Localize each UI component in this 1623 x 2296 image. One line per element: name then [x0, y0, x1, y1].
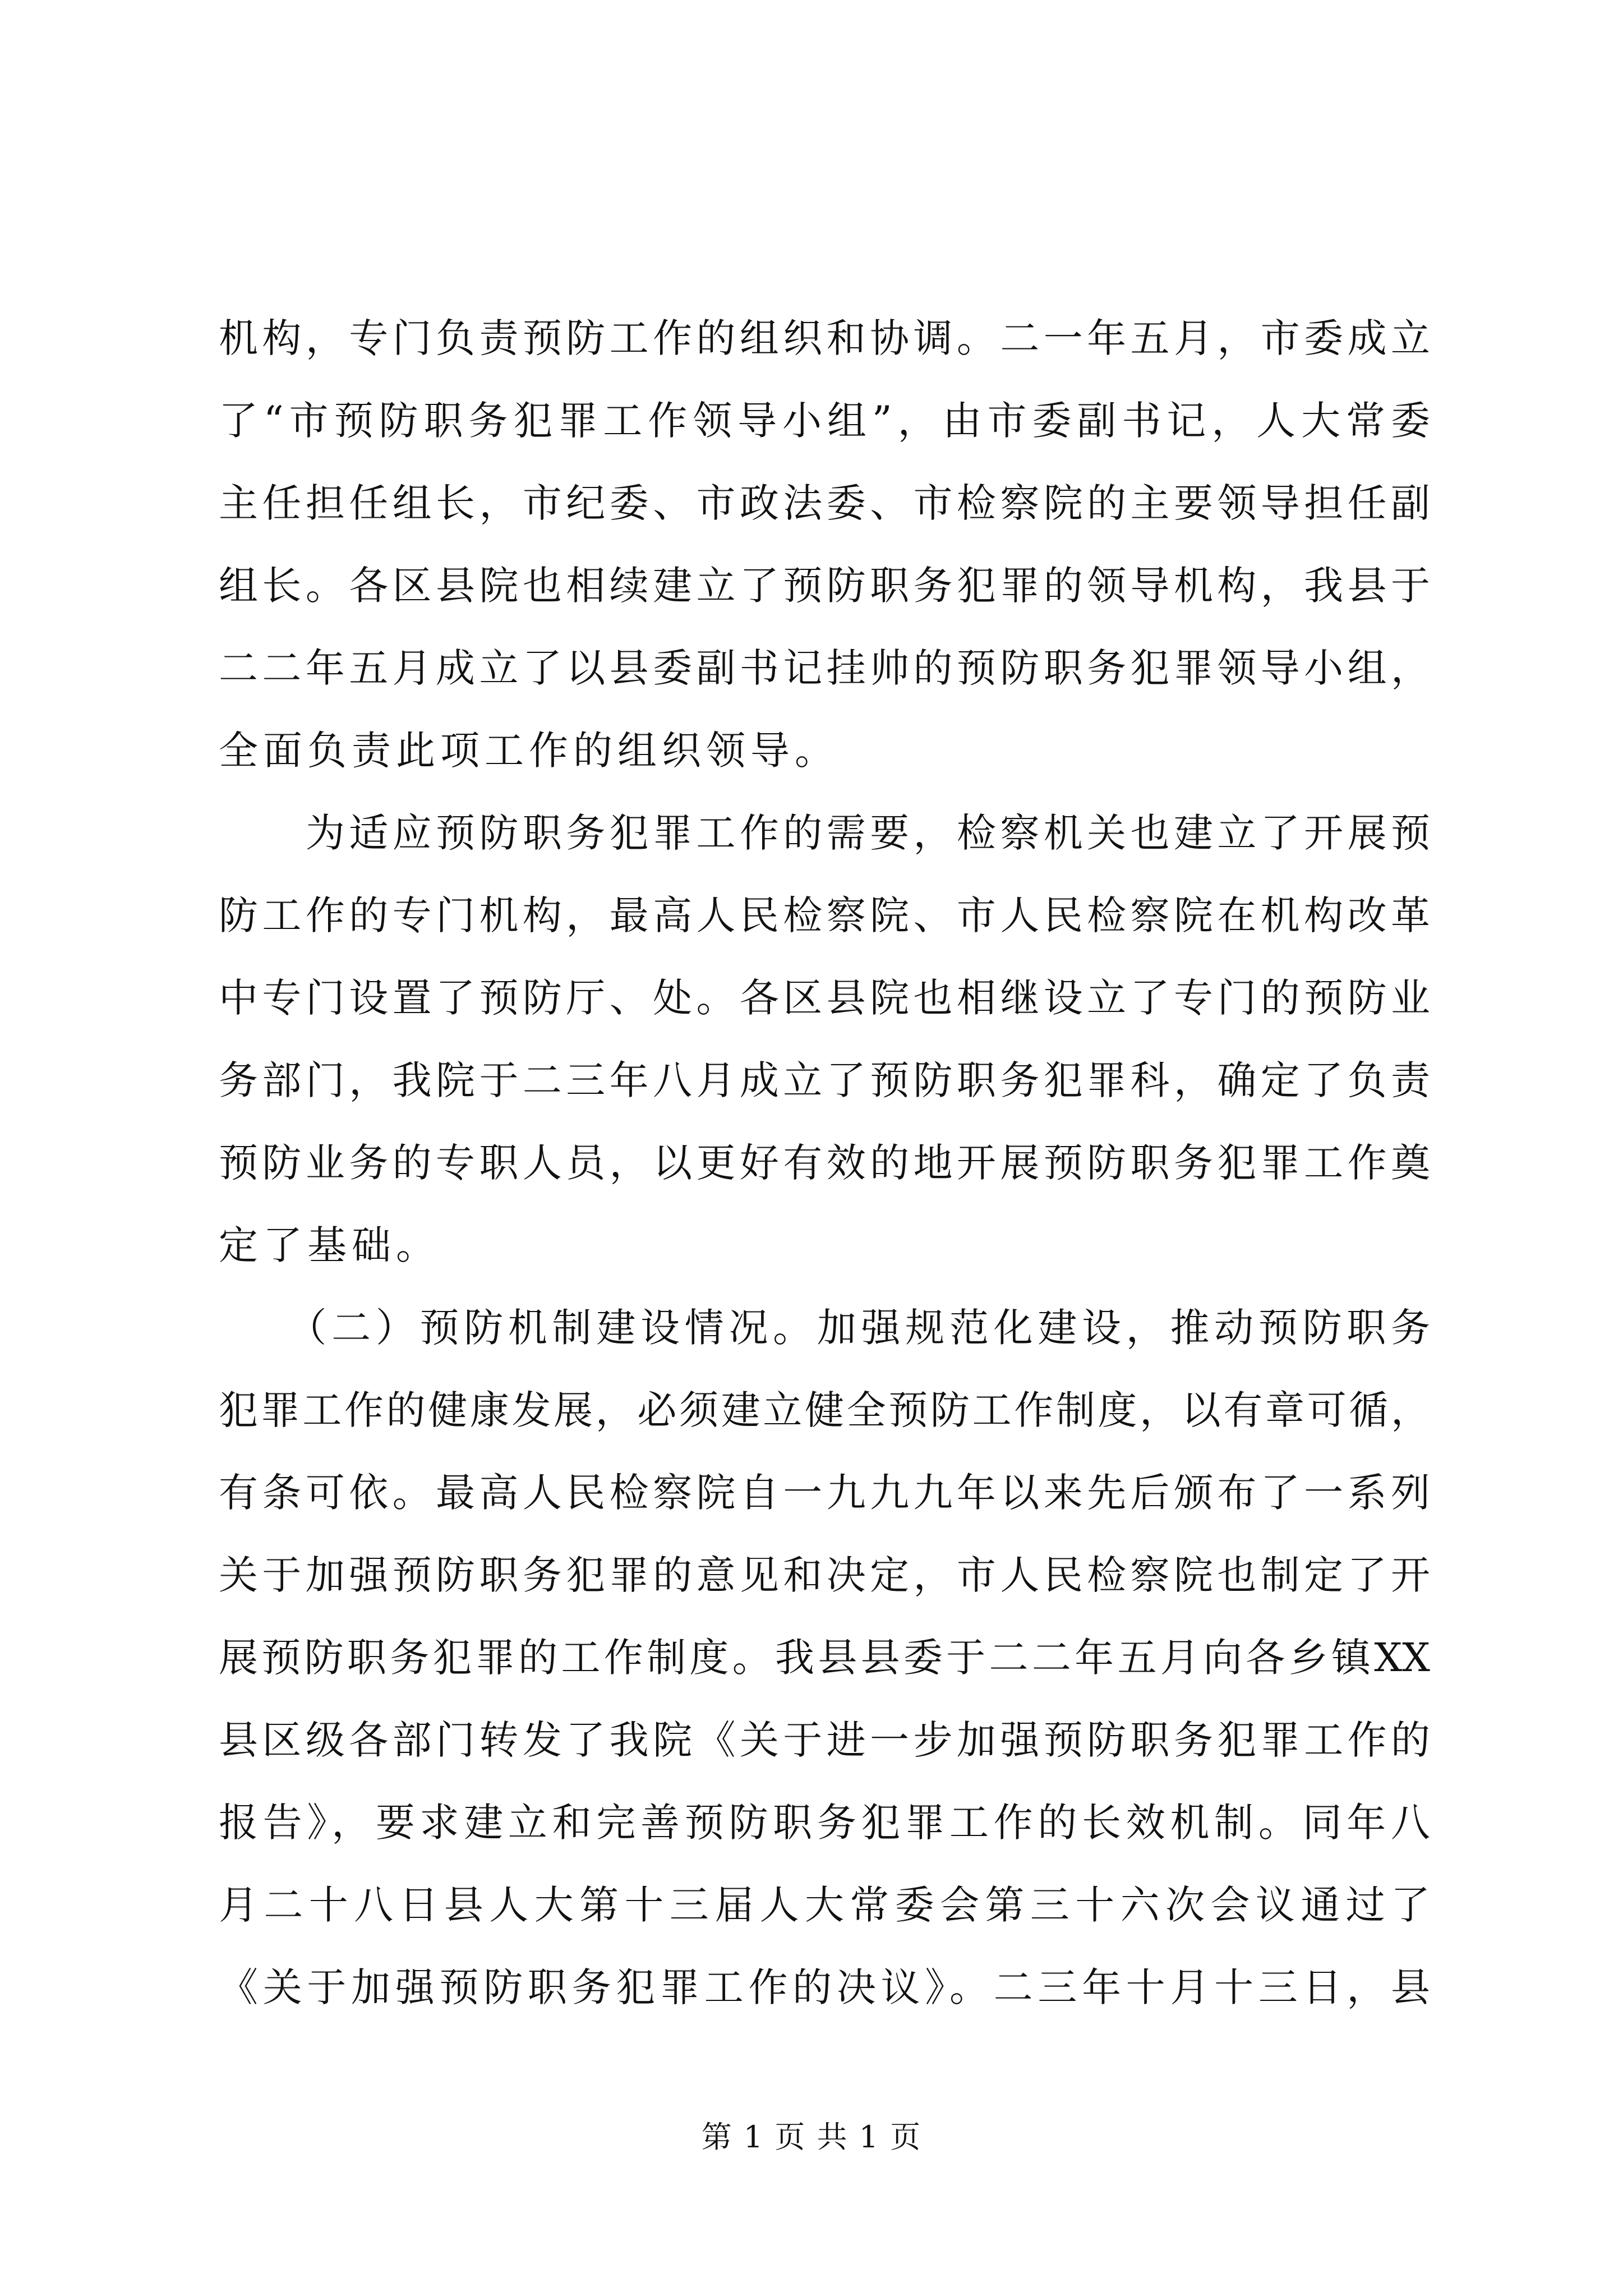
text-line: 报告》，要求建立和完善预防职务犯罪工作的长效机制。同年八	[219, 1800, 1430, 1846]
text-line: 机构，专门负责预防工作的组织和协调。二一年五月，市委成立	[219, 315, 1430, 361]
text-line: 月二十八日县人大第十三届人大常委会第三十六次会议通过了	[219, 1882, 1430, 1928]
text-line: 犯罪工作的健康发展，必须建立健全预防工作制度，以有章可循，	[219, 1387, 1430, 1433]
page-number: 第 1 页 共 1 页	[701, 2119, 922, 2155]
text-line: 定了基础。	[219, 1222, 440, 1268]
page-footer	[0, 2118, 1623, 2157]
text-line: 中专门设置了预防厅、处。各区县院也相继设立了专门的预防业	[219, 975, 1430, 1021]
text-line: 关于加强预防职务犯罪的意见和决定，市人民检察院也制定了开	[219, 1552, 1430, 1598]
text-line: 展预防职务犯罪的工作制度。我县县委于二二年五月向各乡镇XX	[219, 1635, 1430, 1681]
text-line: 组长。各区县院也相续建立了预防职务犯罪的领导机构，我县于	[219, 563, 1430, 609]
document-body	[219, 297, 1430, 2029]
text-line: 务部门，我院于二三年八月成立了预防职务犯罪科，确定了负责	[219, 1057, 1430, 1103]
text-line: 预防业务的专职人员，以更好有效的地开展预防职务犯罪工作奠	[219, 1140, 1430, 1186]
text-line: 主任担任组长，市纪委、市政法委、市检察院的主要领导担任副	[219, 480, 1430, 526]
text-line: 全面负责此项工作的组织领导。	[219, 728, 839, 774]
text-line: 《关于加强预防职务犯罪工作的决议》。二三年十月十三日，县	[219, 1964, 1430, 2010]
text-line: 为适应预防职务犯罪工作的需要，检察机关也建立了开展预	[219, 810, 1430, 856]
text-line: 县区级各部门转发了我院《关于进一步加强预防职务犯罪工作的	[219, 1717, 1430, 1763]
text-line: 二二年五月成立了以县委副书记挂帅的预防职务犯罪领导小组，	[219, 645, 1430, 691]
text-line: 了“市预防职务犯罪工作领导小组”，由市委副书记，人大常委	[219, 398, 1430, 444]
text-line: 防工作的专门机构，最高人民检察院、市人民检察院在机构改革	[219, 892, 1430, 938]
text-line: 有条可依。最高人民检察院自一九九九年以来先后颁布了一系列	[219, 1470, 1430, 1516]
text-line: （二）预防机制建设情况。加强规范化建设，推动预防职务	[219, 1305, 1430, 1351]
